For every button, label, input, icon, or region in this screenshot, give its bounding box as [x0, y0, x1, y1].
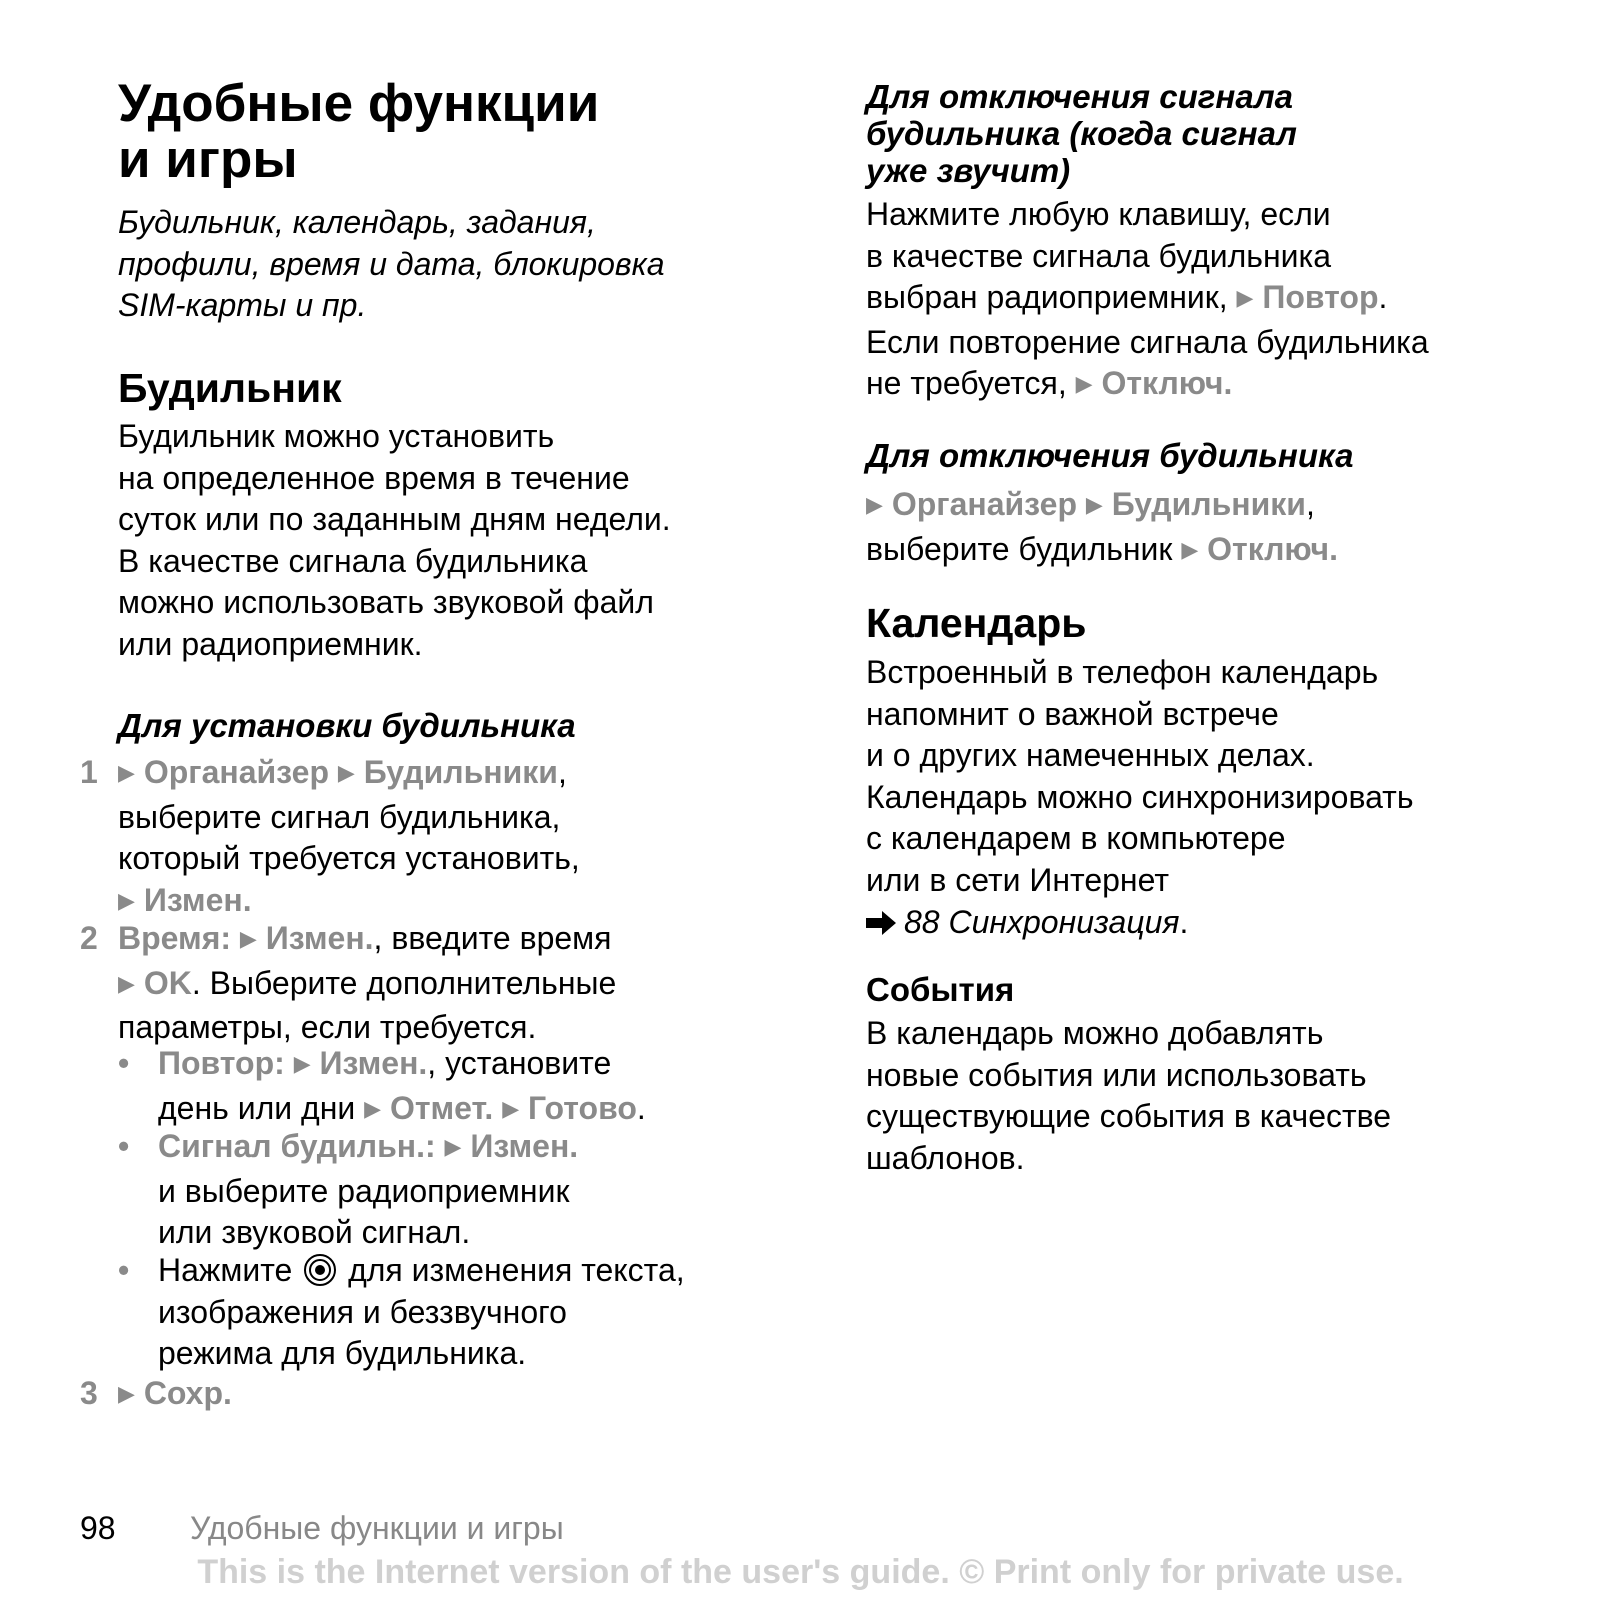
menu-repeat: Повтор: [158, 1045, 285, 1081]
right-triangle-icon: ▶ [293, 1051, 311, 1076]
menu-mark: Отмет. [389, 1089, 494, 1126]
right-triangle-icon: ▶ [337, 760, 355, 785]
bullet-mark: • [118, 1128, 130, 1164]
menu-off: Отключ. [1207, 530, 1338, 567]
events-text: В календарь можно добавлять новые события или использовать существующие события в качестве шаблонов. [866, 1015, 1392, 1176]
set-alarm-heading: Для установки будильника [118, 707, 576, 744]
right-triangle-icon: ▶ [118, 760, 135, 785]
arrow-right-icon [866, 911, 896, 935]
bullet-mark: • [118, 1045, 130, 1081]
menu-alarms: Будильники [363, 754, 558, 790]
right-triangle-icon: ▶ [1236, 285, 1254, 311]
bullet-press: Нажмите для изменения текста, изображения и беззвучного режима для будильника. [158, 1252, 685, 1372]
right-triangle-icon: ▶ [118, 887, 135, 913]
menu-save: Сохр. [143, 1375, 232, 1411]
menu-off: Отключ. [1101, 365, 1233, 402]
alarm-heading: Будильник [118, 365, 342, 411]
menu-edit: Измен. [265, 920, 374, 956]
calendar-heading: Календарь [866, 600, 1087, 646]
menu-repeat: Повтор [1262, 279, 1379, 316]
menu-time: Время: [118, 920, 232, 956]
calendar-text: Встроенный в телефон календарь напомнит о важной встрече и о других намеченных делах. Календарь можно синхронизировать с календарем в компьютере или в сети Интернет 88 Синхронизация. [866, 654, 1414, 940]
right-triangle-icon: ▶ [1075, 371, 1093, 397]
menu-alarm-signal: Сигнал будильн.: [158, 1128, 436, 1164]
events-heading: События [866, 971, 1015, 1008]
cross-reference-link[interactable]: 88 Синхронизация [904, 903, 1180, 940]
off-alarm-text: ▶ Органайзер ▶ Будильники, выберите будильник ▶ Отключ. [866, 486, 1338, 567]
right-triangle-icon: ▶ [239, 926, 257, 951]
menu-edit: Измен. [319, 1045, 428, 1081]
step-1: ▶ Органайзер ▶ Будильники, выберите сигнал будильника, который требуется установить, ▶ Измен. [118, 754, 580, 918]
right-triangle-icon: ▶ [118, 1381, 135, 1406]
step-number: 2 [80, 920, 98, 956]
footer-section-title: Удобные функции и игры [190, 1510, 564, 1546]
page-number: 98 [80, 1510, 116, 1546]
off-ringing-heading: Для отключения сигнала будильника (когда сигнал уже звучит) [866, 78, 1297, 189]
step-2: Время: ▶ Измен., введите время ▶ OK. Выберите дополнительные параметры, если требуется. [118, 920, 617, 1046]
right-triangle-icon: ▶ [866, 492, 883, 517]
off-alarm-heading: Для отключения будильника [866, 437, 1354, 474]
right-triangle-icon: ▶ [1181, 536, 1199, 562]
watermark: This is the Internet version of the user's guide. © Print only for private use. [197, 1553, 1404, 1591]
alarm-description: Будильник можно установить на определенное время в течение суток или по заданным дням недели. В качестве сигнала будильника можно использовать звуковой файл или радиоприемник. [118, 418, 671, 662]
off-ringing-text: Нажмите любую клавишу, если в качестве сигнала будильника выбран радиоприемник, ▶ Повтор. Если повторение сигнала будильника не требуется, ▶ Отключ. [866, 196, 1429, 402]
page-title: Удобные функции и игры [118, 74, 600, 189]
right-triangle-icon: ▶ [364, 1095, 382, 1121]
joystick-icon [303, 1253, 337, 1287]
right-triangle-icon: ▶ [118, 970, 135, 996]
intro-text: Будильник, календарь, задания, профили, время и дата, блокировка SIM-карты и пр. [118, 204, 665, 324]
menu-organizer: Органайзер [143, 754, 329, 790]
right-triangle-icon: ▶ [1085, 492, 1103, 517]
bullet-mark: • [118, 1252, 130, 1288]
right-triangle-icon: ▶ [502, 1095, 520, 1121]
menu-edit: Измен. [470, 1128, 579, 1164]
menu-done: Готово [528, 1089, 637, 1126]
right-triangle-icon: ▶ [444, 1134, 462, 1159]
menu-edit: Измен. [143, 881, 252, 918]
step-3 [118, 1373, 232, 1418]
bullet-repeat: Повтор: ▶ Измен., установите день или дни ▶ Отмет. ▶ Готово. [158, 1045, 646, 1126]
step-number: 1 [80, 754, 98, 790]
menu-ok: OK [143, 964, 192, 1001]
step-number: 3 [80, 1375, 98, 1411]
bullet-signal: Сигнал будильн.: ▶ Измен. и выберите радиоприемник или звуковой сигнал. [158, 1128, 579, 1251]
menu-organizer: Органайзер [891, 486, 1077, 522]
menu-alarms: Будильники [1111, 486, 1306, 522]
